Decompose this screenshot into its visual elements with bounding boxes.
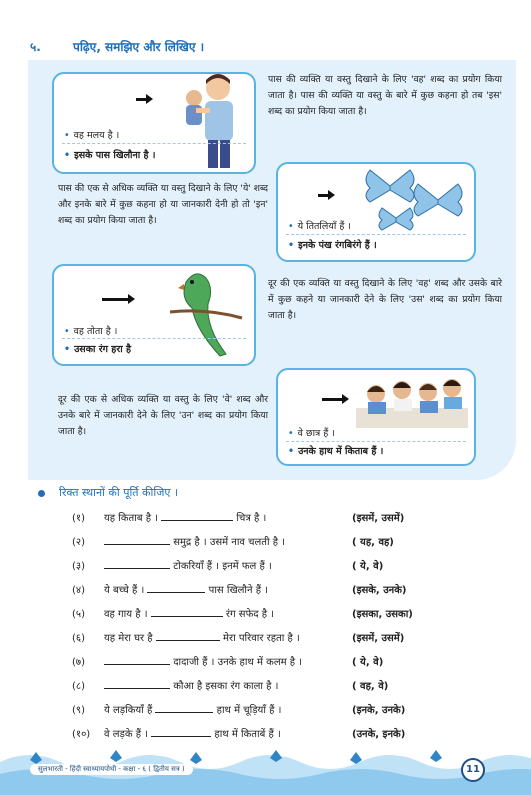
arrow-icon xyxy=(102,298,130,301)
answer-blank[interactable] xyxy=(151,728,211,737)
exercise-title: रिक्त स्थानों की पूर्ति कीजिए । xyxy=(59,486,179,499)
exercise-row: (२) समुद्र है । उसमें नाव चलती है । ( यह, वह) xyxy=(72,534,432,554)
section-title: पढ़िए, समझिए और लिखिए । xyxy=(73,40,205,54)
options: ( ये, वे) xyxy=(352,657,384,668)
example-line: • वह तोता है । xyxy=(64,326,118,337)
answer-blank[interactable] xyxy=(104,560,170,569)
example-line: • वे छात्र हैं । xyxy=(288,428,335,439)
divider xyxy=(286,441,466,442)
section-number: ५. xyxy=(30,40,41,54)
answer-blank[interactable] xyxy=(155,704,213,713)
answer-blank[interactable] xyxy=(104,656,170,665)
options: ( वह, वे) xyxy=(352,681,389,692)
exercise-row: (६) यह मेरा घर है मेरा परिवार रहता है । (इसमें, उसमें) xyxy=(72,630,432,650)
exercise-row: (३) टोकरियाँ हैं । इनमें फल हैं । ( ये, वे) xyxy=(72,558,432,578)
example-card-parrot xyxy=(52,264,256,366)
divider xyxy=(62,338,246,339)
exercise-row: (८) कौआ है इसका रंग काला है । ( वह, वे) xyxy=(72,678,432,698)
example-card-students xyxy=(276,368,476,466)
exercise-row: (५) वह गाय है । रंग सफेद है । (इसका, उसका) xyxy=(72,606,432,626)
page-number: 11 xyxy=(461,758,485,782)
example-line: • इनके पंख रंगबिरंगे हैं । xyxy=(288,240,377,251)
example-line: • उसका रंग हरा है xyxy=(64,344,132,355)
options: (इसमें, उसमें) xyxy=(352,513,405,524)
answer-blank[interactable] xyxy=(104,680,170,689)
exercise-row: (१) यह किताब है । चित्र है । (इसमें, उसमें) xyxy=(72,510,432,530)
example-line: • वह मलय है । xyxy=(64,130,120,141)
explanation-text: पास की एक से अधिक व्यक्ति या वस्तु दिखाने के लिए 'ये' शब्द और इनके बारे में कुछ कहना हो या जानकारी देनी हो तो 'इन' शब्द का प्रयोग किया जाता है। xyxy=(58,183,268,226)
options: ( ये, वे) xyxy=(352,561,384,572)
answer-blank[interactable] xyxy=(147,584,205,593)
options: ( यह, वह) xyxy=(352,537,394,548)
options: (इसका, उसका) xyxy=(352,609,413,620)
exercise-row: (७) दादाजी हैं । उनके हाथ में कलम है । ( ये, वे) xyxy=(72,654,432,674)
arrow-icon xyxy=(136,98,148,101)
example-line: • इसके पास खिलौना है । xyxy=(64,150,156,161)
section-heading xyxy=(30,38,204,55)
exercise-heading xyxy=(38,485,178,500)
exercise-row: (४) ये बच्चे हैं । पास खिलौने हैं । (इसके, उनके) xyxy=(72,582,432,602)
arrow-icon xyxy=(322,398,344,401)
example-line: • ये तितलियाँ हैं । xyxy=(288,221,351,232)
answer-blank[interactable] xyxy=(161,512,233,521)
divider xyxy=(286,234,466,235)
options: (उनके, इनके) xyxy=(352,729,406,740)
options: (इनके, उनके) xyxy=(352,705,406,716)
answer-blank[interactable] xyxy=(104,536,170,545)
options: (इसमें, उसमें) xyxy=(352,633,405,644)
students-illustration xyxy=(356,372,468,428)
explanation-text: दूर की एक व्यक्ति या वस्तु दिखाने के लिए 'वह' शब्द और उसके बारे में कुछ कहने या जानकारी देने के लिए 'उस' शब्द का प्रयोग किया जाता है। xyxy=(268,278,502,321)
boy-with-toy-illustration xyxy=(172,72,250,170)
exercise-row: (९) ये लड़कियाँ हैं हाथ में चूड़ियाँ हैं । (इनके, उनके) xyxy=(72,702,432,722)
example-line: • उनके हाथ में किताब हैं । xyxy=(288,446,384,457)
answer-blank[interactable] xyxy=(151,608,223,617)
example-card-butterflies xyxy=(276,162,476,262)
options: (इसके, उनके) xyxy=(352,585,407,596)
arrow-icon xyxy=(318,194,330,197)
explanation-text: दूर की एक से अधिक व्यक्ति या वस्तु के लिए 'वे' शब्द और उनके बारे में जानकारी देने के लिए 'उन' शब्द का प्रयोग किया जाता है। xyxy=(58,394,268,437)
exercise-row: (१०) वे लड़के हैं । हाथ में किताबें हैं । (उनके, इनके) xyxy=(72,726,432,746)
answer-blank[interactable] xyxy=(156,632,220,641)
parrot-illustration xyxy=(166,268,252,360)
bullet-icon xyxy=(38,490,45,497)
book-title: सुलभारती - हिंदी स्वाध्यायपोथी - कक्षा - ६ ( द्वितीय सत्र ) xyxy=(30,764,193,775)
example-card-boy xyxy=(52,72,256,174)
butterflies-illustration xyxy=(360,166,466,236)
explanation-text: पास की व्यक्ति या वस्तु दिखाने के लिए 'वह' शब्द का प्रयोग किया जाता है। पास की व्यक्ति या वस्तु के बारे में कुछ कहना हो तब 'इस' शब्द का प्रयोग किया जाता है। xyxy=(268,74,502,117)
divider xyxy=(62,143,246,144)
